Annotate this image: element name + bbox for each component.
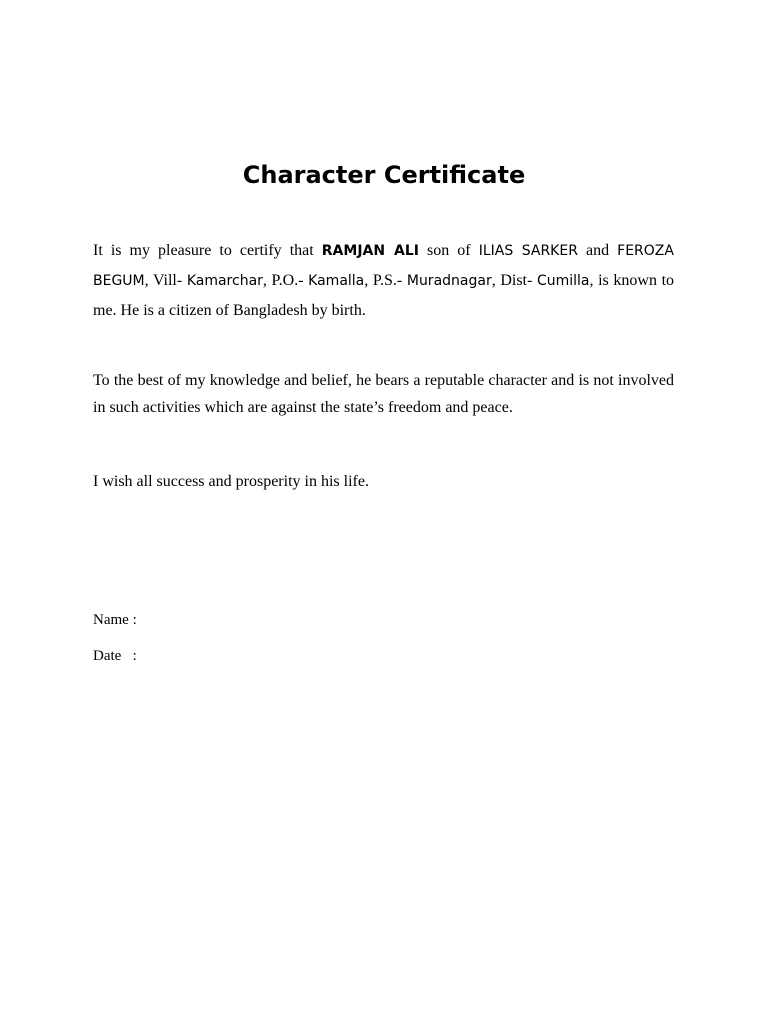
district-name: Cumilla (536, 273, 590, 289)
ps-text: , P.S.- (364, 272, 407, 289)
mother-name: FEROZA BEGUM (93, 243, 674, 289)
wishes-paragraph: I wish all success and prosperity in his life. (93, 473, 369, 490)
village-name: Kamarchar (186, 273, 263, 289)
document-title: Character Certificate (242, 161, 526, 189)
father-name: ILIAS SARKER (478, 243, 578, 259)
police-station-name: Muradnagar (406, 273, 492, 289)
intro-text: It is my pleasure to certify that (93, 242, 322, 259)
character-paragraph: To the best of my knowledge and belief, he bears a reputable character and is not involved in such activities which are against the state’s freedom and peace. (93, 372, 674, 416)
name-field-label: Name : (93, 612, 137, 628)
known-text: , is known to me. He is a citizen of Bangladesh by birth. (93, 272, 675, 319)
date-field-label: Date : (93, 648, 137, 664)
po-text: , P.O.- (262, 272, 309, 289)
and-text: and (577, 242, 618, 259)
person-name: RAMJAN ALI (321, 243, 419, 259)
dist-text: , Dist- (491, 272, 537, 289)
son-of-text: son of (418, 242, 479, 259)
post-office-name: Kamalla (308, 273, 365, 289)
vill-text: , Vill- (144, 272, 187, 289)
certification-paragraph (93, 236, 674, 325)
